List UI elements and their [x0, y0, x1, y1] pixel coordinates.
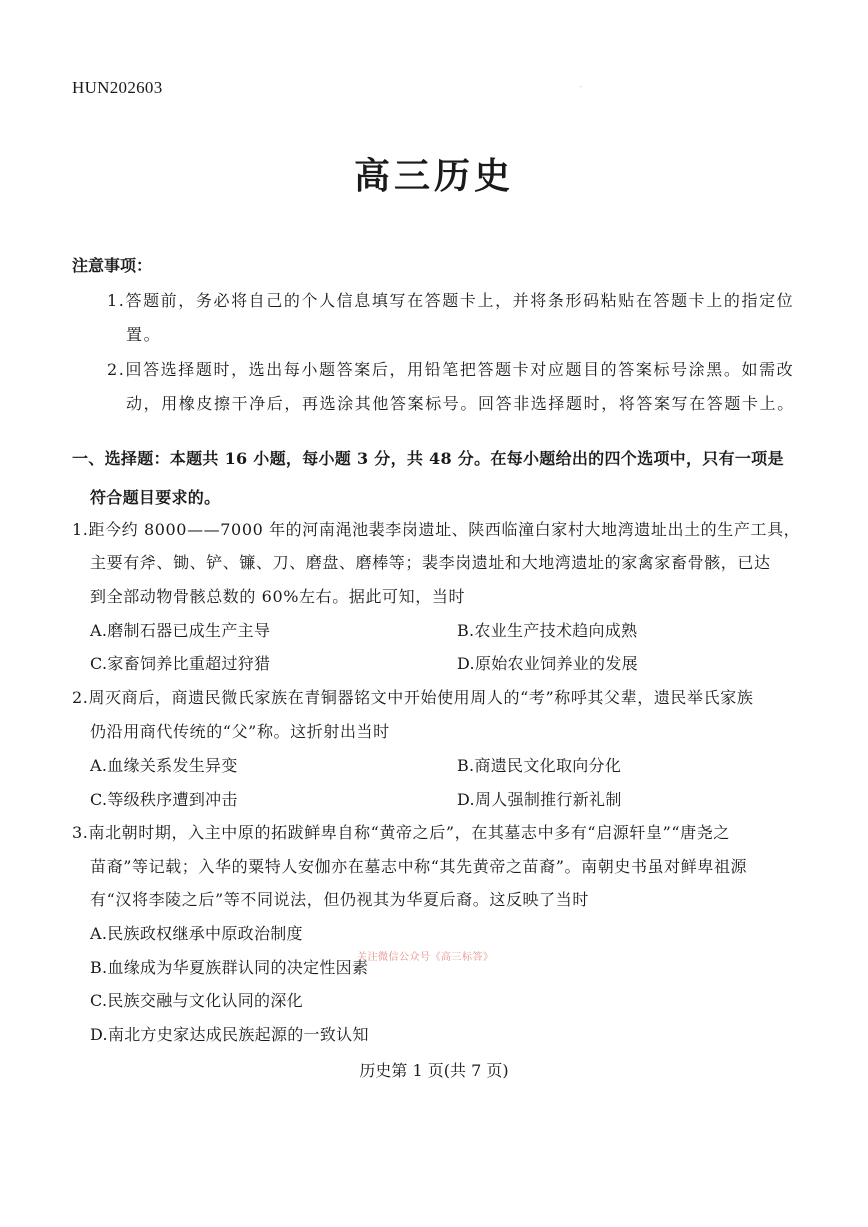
q3-stem-line-2: 苗裔”等记载；入华的粟特人安伽亦在墓志中称“其先黄帝之苗裔”。南朝史书虽对鲜卑祖源: [90, 857, 748, 876]
q3-option-d: D.南北方史家达成民族起源的一致认知: [90, 1025, 369, 1044]
q2-stem-line-2: 仍沿用商代传统的“父”称。这折射出当时: [90, 722, 390, 741]
q3-option-a: A.民族政权继承中原政治制度: [90, 924, 303, 943]
watermark: 关注微信公众号《高三标答》: [357, 952, 494, 963]
q2-option-a: A.血缘关系发生异变: [90, 756, 238, 775]
q3-option-b: B.血缘成为华夏族群认同的决定性因素: [90, 958, 369, 977]
q1-option-c: C.家畜饲养比重超过狩猎: [90, 654, 271, 673]
note-2-line-2: 动，用橡皮擦干净后，再选涂其他答案标号。回答非选择题时，将答案写在答题卡上。: [126, 394, 795, 413]
q2-option-b: B.商遗民文化取向分化: [457, 756, 622, 775]
q3-stem-line-3: 有“汉将李陵之后”等不同说法，但仍视其为华夏后裔。这反映了当时: [90, 890, 589, 909]
q2-option-c: C.等级秩序遭到冲击: [90, 790, 238, 809]
section-heading-line-1: 一、选择题：本题共 16 小题，每小题 3 分，共 48 分。在每小题给出的四个选项中，只有一项是: [72, 449, 784, 468]
notes-heading: 注意事项：: [72, 256, 153, 275]
q1-stem-line-1: 1.距今约 8000——7000 年的河南渑池裴李岗遗址、陕西临潼白家村大地湾遗址出土的生产工具，: [72, 520, 801, 539]
note-1-line-1: 1.答题前，务必将自己的个人信息填写在答题卡上，并将条形码粘贴在答题卡上的指定位: [107, 291, 795, 310]
scan-mark: ·: [580, 84, 582, 91]
q3-option-c: C.民族交融与文化认同的深化: [90, 991, 303, 1010]
q1-option-b: B.农业生产技术趋向成熟: [457, 621, 638, 640]
note-2-line-1: 2.回答选择题时，选出每小题答案后，用铅笔把答题卡对应题目的答案标号涂黑。如需改: [107, 360, 795, 379]
q3-stem-line-1: 3.南北朝时期，入主中原的拓跋鲜卑自称“黄帝之后”，在其墓志中多有“启源轩皇”“唐尧之: [72, 823, 730, 842]
q1-option-a: A.磨制石器已成生产主导: [90, 621, 271, 640]
q1-stem-line-3: 到全部动物骨骸总数的 60%左右。据此可知，当时: [90, 587, 466, 606]
exam-code: HUN202603: [72, 78, 163, 97]
q2-stem-line-1: 2.周灭商后，商遗民微氏家族在青铜器铭文中开始使用周人的“考”称呼其父辈，遗民举氏家族: [72, 688, 754, 707]
section-heading-line-2: 符合题目要求的。: [90, 488, 221, 507]
page-title: 高三历史: [353, 155, 514, 197]
q2-option-d: D.周人强制推行新礼制: [457, 790, 622, 809]
q1-stem-line-2: 主要有斧、锄、铲、镰、刀、磨盘、磨棒等；裴李岗遗址和大地湾遗址的家禽家畜骨骸，已达: [90, 553, 771, 572]
page-footer: 历史第 1 页(共 7 页): [359, 1061, 509, 1080]
note-1-line-2: 置。: [126, 325, 162, 344]
q1-option-d: D.原始农业饲养业的发展: [457, 654, 638, 673]
